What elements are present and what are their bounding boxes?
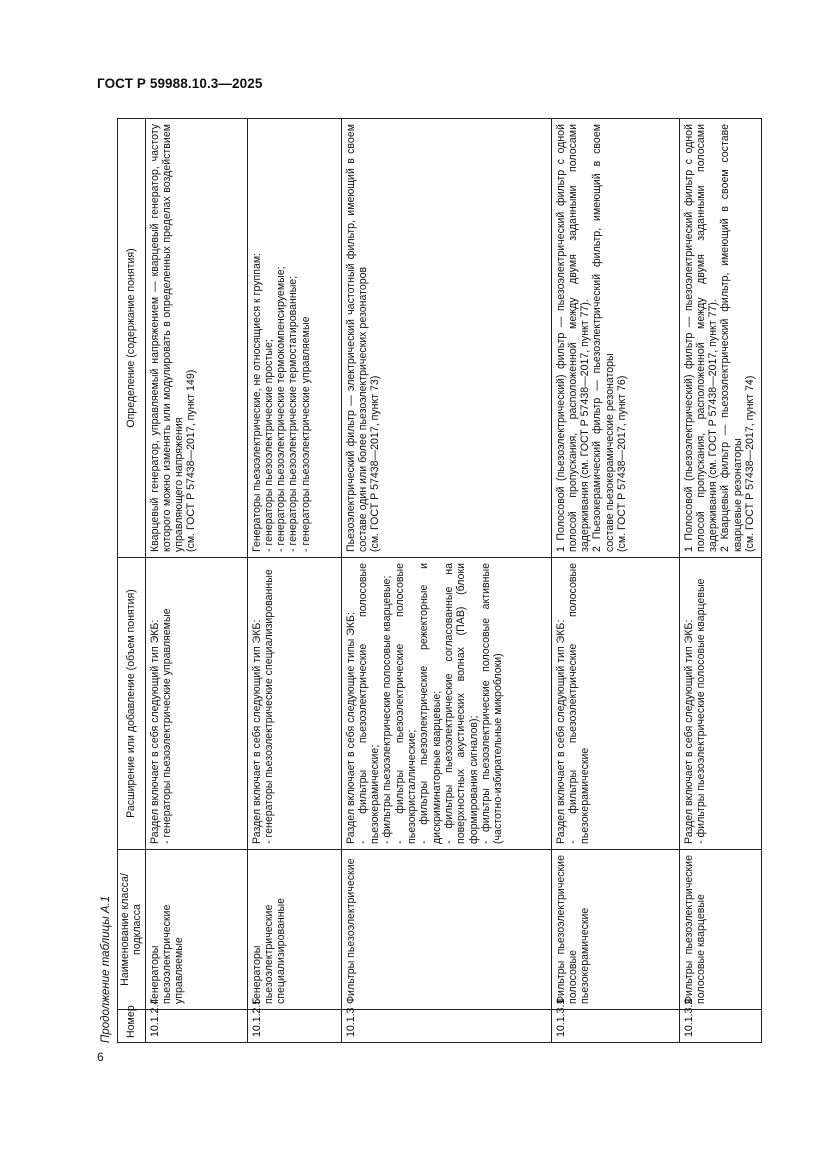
row-number: 10.1.3.2 bbox=[679, 1010, 761, 1043]
definition-line: - генераторы пьезоэлектрические термокомпенсируемые; bbox=[275, 266, 288, 552]
classification-table bbox=[117, 118, 762, 1043]
column-header-class-name: Наименование класса/подкласса bbox=[118, 850, 146, 1010]
row-class-name: Генераторы пьезоэлектрические специализированные bbox=[247, 850, 341, 1010]
definition-line: Генераторы пьезоэлектрические, не относящиеся к группам: bbox=[250, 252, 263, 552]
scope-line: Раздел включает в себя следующие типы ЭКБ: bbox=[344, 612, 357, 844]
table-caption: Продолжение таблицы А.1 bbox=[100, 895, 112, 1043]
row-number: 10.1.3 bbox=[341, 1010, 551, 1043]
scope-line: Раздел включает в себя следующий тип ЭКБ: bbox=[682, 619, 695, 844]
row-number: 10.1.2.4 bbox=[145, 1010, 247, 1043]
column-header-definition: Определение (содержание понятия) bbox=[118, 119, 146, 558]
row-class-name: Фильтры пьезоэлектрические bbox=[341, 850, 551, 1010]
definition-line: (см. ГОСТ Р 57438—2017, пункт 149) bbox=[185, 369, 198, 552]
definition-line: Кварцевый генератор, управляемый напряжением — кварцевый генератор, частоту которого можно изменять или модулировать в определенных пределах воздействием управляющего напряжения bbox=[148, 124, 186, 552]
definition-line: - генераторы пьезоэлектрические управляемые bbox=[299, 316, 312, 552]
definition-line: - генераторы пьезоэлектрические термостатированные; bbox=[287, 275, 300, 552]
definition-line: Пьезоэлектрический фильтр — электрический частотный фильтр, имеющий в своем составе один или более пьезоэлектрических резонаторов bbox=[344, 124, 369, 552]
document-header: ГОСТ Р 59988.10.3—2025 bbox=[97, 76, 263, 91]
scope-line: - фильтры пьезоэлектрические режекторные и дискриминаторные кварцевые; bbox=[418, 563, 443, 844]
table-row bbox=[247, 119, 341, 1043]
scope-line: - фильтры пьезоэлектрические полосовые пьезокерамические bbox=[566, 563, 592, 844]
table-header-row bbox=[118, 119, 146, 1043]
column-header-number: Номер bbox=[118, 1010, 146, 1043]
row-scope bbox=[679, 558, 761, 850]
scope-line: - генераторы пьезоэлектрические управляемые bbox=[160, 608, 173, 844]
scope-line: - генераторы пьезоэлектрические специализированные bbox=[262, 569, 275, 844]
definition-line: 2 Пьезокерамический фильтр — пьезоэлектрический фильтр, имеющий в своем составе пьезокерамические резонаторы bbox=[591, 124, 616, 552]
row-scope bbox=[247, 558, 341, 850]
scope-line: - фильтры пьезоэлектрические полосовые пьезокерамические; bbox=[356, 563, 382, 844]
row-scope bbox=[341, 558, 551, 850]
row-number: 10.1.2.5 bbox=[247, 1010, 341, 1043]
page-number: 6 bbox=[97, 1050, 104, 1064]
rotated-table-container bbox=[117, 119, 762, 1043]
row-class-name: Фильтры пьезоэлектрические полосовые кварцевые bbox=[679, 850, 761, 1010]
row-definition bbox=[145, 119, 247, 558]
table-row bbox=[341, 119, 551, 1043]
definition-line: (см. ГОСТ Р 57438—2017, пункт 73) bbox=[369, 375, 382, 552]
column-header-scope: Расширение или добавление (объем понятия) bbox=[118, 558, 146, 850]
row-definition bbox=[341, 119, 551, 558]
definition-line: - генераторы пьезоэлектрические простые; bbox=[262, 339, 275, 552]
row-class-name: Фильтры пьезоэлектрические полосовые пьезокерамические bbox=[551, 850, 679, 1010]
row-class-name: Генераторы пьезоэлектрические управляемые bbox=[145, 850, 247, 1010]
table-row bbox=[551, 119, 679, 1043]
scope-line: Раздел включает в себя следующий тип ЭКБ: bbox=[148, 619, 161, 844]
definition-line: 1 Полосовой (пьезоэлектрический) фильтр — пьезоэлектрический фильтр с одной полосой пропускания, расположенной между двумя заданными полосами задерживания (см. ГОСТ Р 57438—2017, пункт 77). bbox=[554, 124, 592, 552]
row-number: 10.1.3.1 bbox=[551, 1010, 679, 1043]
table-row bbox=[679, 119, 761, 1043]
scope-line: - фильтры пьезоэлектрические полосовые пьезокристаллические; bbox=[393, 563, 419, 844]
scope-line: Раздел включает в себя следующий тип ЭКБ: bbox=[554, 619, 567, 844]
table-row bbox=[145, 119, 247, 1043]
scope-line: - фильтры пьезоэлектрические полосовые кварцевые; bbox=[381, 575, 394, 844]
definition-line: (см. ГОСТ Р 57438—2017, пункт 76) bbox=[616, 375, 629, 552]
row-definition bbox=[247, 119, 341, 558]
definition-line: 2 Кварцевый фильтр — пьезоэлектрический фильтр, имеющий в своем составе кварцевые резонаторы bbox=[719, 124, 744, 552]
scope-line: Раздел включает в себя следующий тип ЭКБ: bbox=[250, 619, 263, 844]
row-scope bbox=[145, 558, 247, 850]
row-scope bbox=[551, 558, 679, 850]
definition-line: (см. ГОСТ Р 57438—2017, пункт 74) bbox=[744, 375, 757, 552]
definition-line: 1 Полосовой (пьезоэлектрический) фильтр — пьезоэлектрический фильтр с одной полосой пропускания, расположенной между двумя заданными полосами задерживания (см. ГОСТ Р 57438—2017, пункт 77). bbox=[682, 124, 720, 552]
row-definition bbox=[551, 119, 679, 558]
scope-line: - фильтры пьезоэлектрические полосовые активные (частотно-избирательные микроблоки) bbox=[479, 563, 505, 844]
scope-line: - фильтры пьезоэлектрические полосовые кварцевые bbox=[694, 578, 707, 844]
row-definition bbox=[679, 119, 761, 558]
scope-line: - фильтры пьезоэлектрические согласованные на поверхностных акустических волнах (ПАВ) (блоки формирования сигналов); bbox=[442, 563, 480, 844]
